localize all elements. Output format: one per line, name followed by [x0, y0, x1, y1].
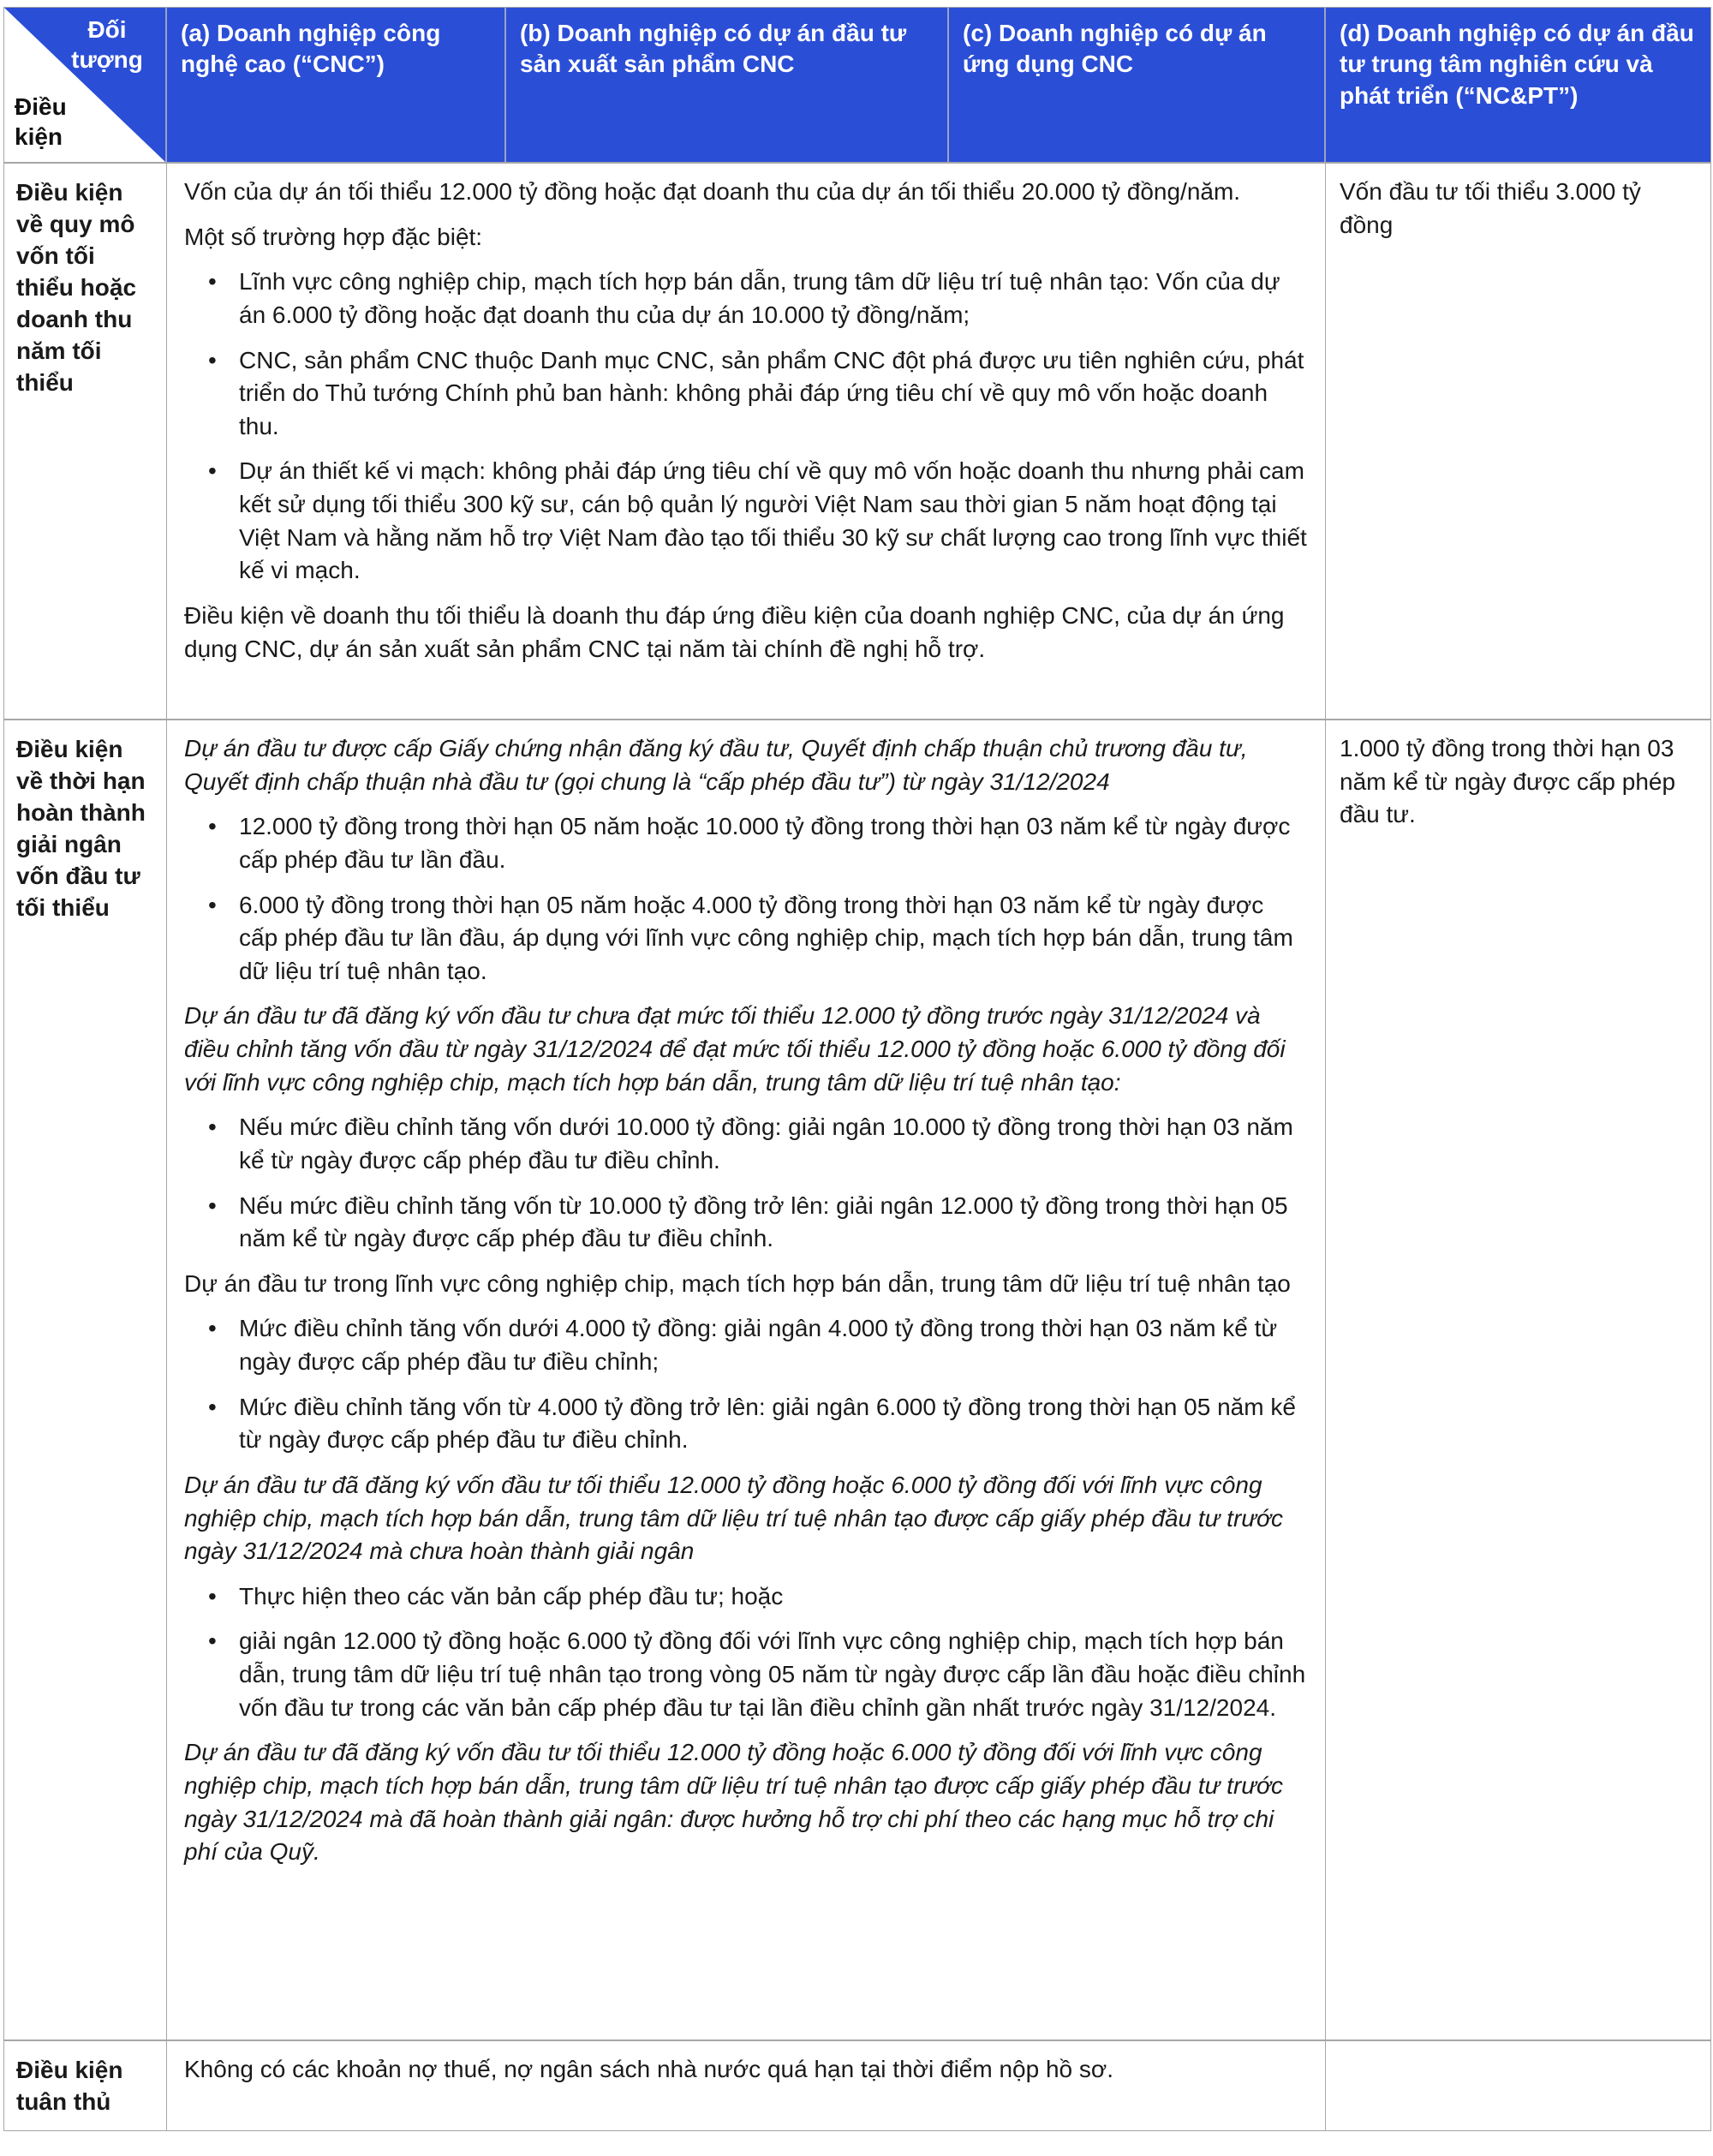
bullet-item: • Nếu mức điều chỉnh tăng vốn từ 10.000 tỷ đồng trở lên: giải ngân 12.000 tỷ đồng trong thời hạn 05 năm kể từ ngày được cấp phép đầu tư điều chỉnh. [184, 1190, 1308, 1256]
bullet-item: • Nếu mức điều chỉnh tăng vốn dưới 10.000 tỷ đồng: giải ngân 10.000 tỷ đồng trong thời hạn 03 năm kể từ ngày được cấp phép đầu tư điều chỉnh. [184, 1111, 1308, 1177]
col-d-cell [1326, 2041, 1710, 2130]
table-row-compliance-condition [4, 2041, 1710, 2130]
paragraph: Dự án đầu tư đã đăng ký vốn đầu tư chưa đạt mức tối thiểu 12.000 tỷ đồng trước ngày 31/12/2024 và điều chỉnh tăng vốn đầu từ ngày 31/12/2024 để đạt mức tối thiểu 12.000 tỷ đồng hoặc 6.000 tỷ đồng đối với lĩnh vực công nghiệp chip, mạch tích hợp bán dẫn, trung tâm dữ liệu trí tuệ nhân tạo: [184, 1002, 1286, 1096]
merged-cell-abc [167, 2041, 1326, 2130]
paragraph: Dự án đầu tư trong lĩnh vực công nghiệp chip, mạch tích hợp bán dẫn, trung tâm dữ liệu trí tuệ nhân tạo [184, 1269, 1291, 1297]
bullet-item: • giải ngân 12.000 tỷ đồng hoặc 6.000 tỷ đồng đối với lĩnh vực công nghiệp chip, mạch tích hợp bán dẫn, trung tâm dữ liệu trí tuệ nhân tạo trong vòng 05 năm từ ngày được cấp lần đầu hoặc điều chỉnh vốn đầu tư trong các văn bản cấp phép đầu tư tại lần điều chỉnh gần nhất trước ngày 31/12/2024. [184, 1625, 1308, 1724]
bullet-item: • Thực hiện theo các văn bản cấp phép đầu tư; hoặc [184, 1580, 1308, 1614]
bullet-item: • Dự án thiết kế vi mạch: không phải đáp ứng tiêu chí về quy mô vốn hoặc doanh thu nhưng phải cam kết sử dụng tối thiểu 300 kỹ sư, cán bộ quản lý người Việt Nam sau thời gian 5 năm hoạt động tại Việt Nam và hằng năm hỗ trợ Việt Nam đào tạo tối thiểu 30 kỹ sư chất lượng cao trong lĩnh vực thiết kế vi mạch. [184, 455, 1308, 588]
paragraph: Điều kiện về doanh thu tối thiểu là doanh thu đáp ứng điều kiện của doanh nghiệp CNC, của dự án ứng dụng CNC, dự án sản xuất sản phẩm CNC tại năm tài chính đề nghị hỗ trợ. [184, 601, 1285, 662]
column-header-c: (c) Doanh nghiệp có dự án ứng dụng CNC [949, 8, 1326, 162]
bullet-item: • 12.000 tỷ đồng trong thời hạn 05 năm hoặc 10.000 tỷ đồng trong thời hạn 03 năm kể từ ngày được cấp phép đầu tư lần đầu. [184, 810, 1308, 876]
column-header-a: (a) Doanh nghiệp công nghệ cao (“CNC”) [167, 8, 506, 162]
conditions-table [3, 7, 1711, 2131]
paragraph: Dự án đầu tư được cấp Giấy chứng nhận đăng ký đầu tư, Quyết định chấp thuận chủ trương đầu tư, Quyết định chấp thuận nhà đầu tư (gọi chung là “cấp phép đầu tư”) từ ngày 31/12/2024 [184, 735, 1248, 795]
col-d-cell: 1.000 tỷ đồng trong thời hạn 03 năm kể từ ngày được cấp phép đầu tư. [1340, 735, 1676, 828]
row-label: Điều kiện tuân thủ [4, 2041, 167, 2130]
corner-cell [4, 8, 167, 162]
paragraph: Dự án đầu tư đã đăng ký vốn đầu tư tối thiểu 12.000 tỷ đồng hoặc 6.000 tỷ đồng đối với lĩnh vực công nghiệp chip, mạch tích hợp bán dẫn, trung tâm dữ liệu trí tuệ nhân tạo được cấp giấy phép đầu tư trước ngày 31/12/2024 mà đã hoàn thành giải ngân: được hưởng hỗ trợ chi phí theo các hạng mục hỗ trợ chi phí của Quỹ. [184, 1739, 1283, 1866]
row-label: Điều kiện về thời hạn hoàn thành giải ngân vốn đầu tư tối thiểu [4, 720, 167, 2040]
row-label: Điều kiện về quy mô vốn tối thiểu hoặc doanh thu năm tối thiểu [4, 164, 167, 719]
table-row-capital-condition [4, 164, 1710, 720]
col-d-cell: Vốn đầu tư tối thiểu 3.000 tỷ đồng [1340, 178, 1641, 238]
column-header-b: (b) Doanh nghiệp có dự án đầu tư sản xuất sản phẩm CNC [506, 8, 949, 162]
paragraph: Dự án đầu tư đã đăng ký vốn đầu tư tối thiểu 12.000 tỷ đồng hoặc 6.000 tỷ đồng đối với lĩnh vực công nghiệp chip, mạch tích hợp bán dẫn, trung tâm dữ liệu trí tuệ nhân tạo được cấp giấy phép đầu tư trước ngày 31/12/2024 mà chưa hoàn thành giải ngân [184, 1471, 1283, 1565]
merged-cell-abc [167, 164, 1326, 719]
merged-cell-abc [167, 720, 1326, 2040]
paragraph: Vốn của dự án tối thiểu 12.000 tỷ đồng hoặc đạt doanh thu của dự án tối thiểu 20.000 tỷ đồng/năm. [184, 178, 1241, 205]
corner-bottom-label: Điều kiện [15, 93, 67, 150]
bullet-item: • Mức điều chỉnh tăng vốn từ 4.000 tỷ đồng trở lên: giải ngân 6.000 tỷ đồng trong thời hạn 05 năm kể từ ngày được cấp phép đầu tư điều chỉnh. [184, 1391, 1308, 1457]
table-header-row [4, 8, 1710, 164]
paragraph: Một số trường hợp đặc biệt: [184, 223, 483, 250]
column-header-d: (d) Doanh nghiệp có dự án đầu tư trung tâm nghiên cứu và phát triển (“NC&PT”) [1326, 8, 1710, 162]
bullet-item: • Lĩnh vực công nghiệp chip, mạch tích hợp bán dẫn, trung tâm dữ liệu trí tuệ nhân tạo: Vốn của dự án 6.000 tỷ đồng hoặc đạt doanh thu của dự án 10.000 tỷ đồng/năm; [184, 266, 1308, 331]
table-row-disbursement-condition [4, 720, 1710, 2041]
corner-top-label: Đối tượng [71, 16, 143, 73]
paragraph: Không có các khoản nợ thuế, nợ ngân sách nhà nước quá hạn tại thời điểm nộp hồ sơ. [184, 2056, 1114, 2082]
bullet-item: • CNC, sản phẩm CNC thuộc Danh mục CNC, sản phẩm CNC đột phá được ưu tiên nghiên cứu, phát triển do Thủ tướng Chính phủ ban hành: không phải đáp ứng tiêu chí về quy mô vốn hoặc doanh thu. [184, 344, 1308, 444]
bullet-item: • Mức điều chỉnh tăng vốn dưới 4.000 tỷ đồng: giải ngân 4.000 tỷ đồng trong thời hạn 03 năm kể từ ngày được cấp phép đầu tư điều chỉnh; [184, 1312, 1308, 1378]
bullet-item: • 6.000 tỷ đồng trong thời hạn 05 năm hoặc 4.000 tỷ đồng trong thời hạn 03 năm kể từ ngày được cấp phép đầu tư lần đầu, áp dụng với lĩnh vực công nghiệp chip, mạch tích hợp bán dẫn, trung tâm dữ liệu trí tuệ nhân tạo. [184, 889, 1308, 988]
